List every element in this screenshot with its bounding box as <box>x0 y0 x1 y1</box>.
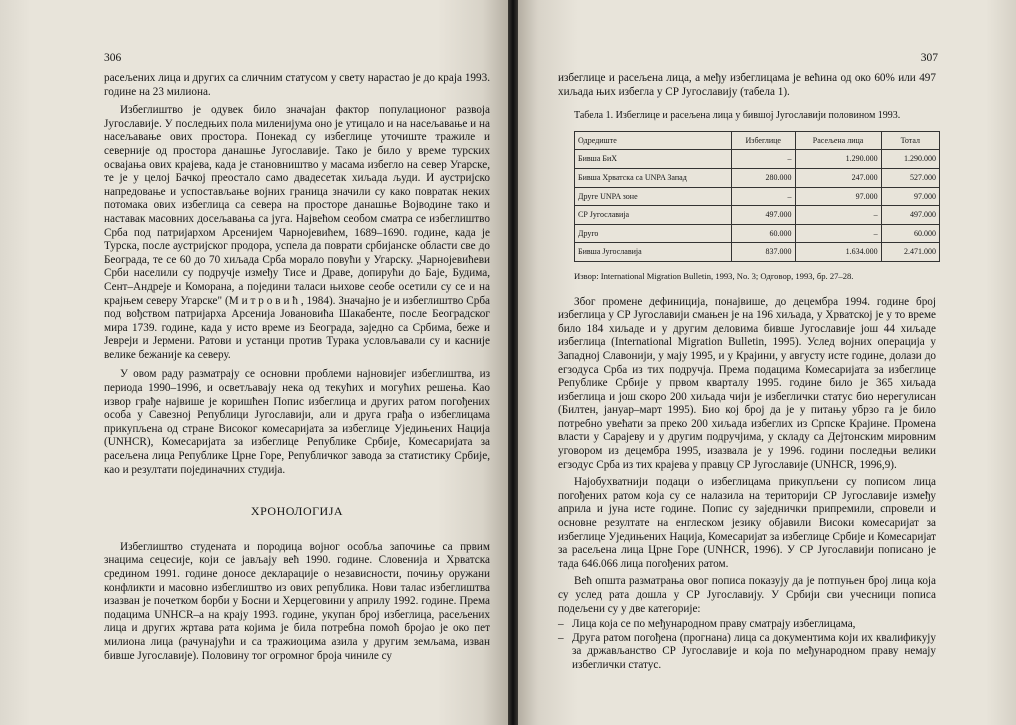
paragraph: Већ општа разматрања овог пописа показују да је потпуњен број лица која су услед рата дошла у СР Југославију. У Србији сви учесници пописа подељени су у две категорије: <box>558 575 936 615</box>
table-source: Извор: International Migration Bulletin, 1993, No. 3; Одговор, 1993, бр. 27–28. <box>574 270 854 281</box>
paragraph: Избеглиштво је одувек било значајан фактор популационог развоја Југославије. У последњих пола миленијума оно је утицало и на насељавање и на насељавање ових простора. Понекад су избеглице уточиште тражиле и северније од простора данашње Југославије. Тако је било у време турских освајања ових крајева, када је становништво у масама избегло на север Угарске, те је у целој Бачкој преостало само двадесетак хиљада људи. И аустријско напредовање и успостављање војних граница значили су како повратак неких потомака ових избеглица са севера на просторе данашње Војводине тако и наставак масовних досељавања са југа. Највећом сеобом сматра се избеглиштво Срба под патријархом Арсенијем Чарнојевићем, 1689–1690. године, када је Турска, после аустријског продора, успела да поврати србијанске области све до Београда, те се 60 до 70 хиљада Срба морало повући у Угарску. „Чарнојевићеви Срби населили су подручје између Тисе и Драве, допирући до Баје, Будима, Сент–Андреје и Коморана, а поједини таласи њихове сеобе осетили су се и на крајњем северу Угарске" (М и т р о в и ћ , 1984). Значајно је и избеглиштво Срба под вођством патријарха Арсенија Јовановића Шакабенте, после Београдског мира 1739. године, када у исто време из Београда, заједно са Србима, беже и Јевреји и Јермени. Ратови и устанци против Турака условљавали су и касније велике бежаније ка северу. <box>104 104 490 361</box>
table-caption: Табела 1. Избеглице и расељена лица у бившој Југославији половином 1993. <box>574 110 901 122</box>
table-cell: Бивша Југославија <box>575 243 732 262</box>
table-header-cell: Избеглице <box>732 131 796 150</box>
table-cell: 2.471.000 <box>881 243 939 262</box>
table-cell: 1.634.000 <box>795 243 881 262</box>
refugee-table <box>574 131 940 262</box>
table-cell: 497.000 <box>732 206 796 225</box>
table-cell: 97.000 <box>881 187 939 206</box>
page-number-right: 307 <box>920 52 938 64</box>
table-cell: СР Југославија <box>575 206 732 225</box>
table-cell: 247.000 <box>795 168 881 187</box>
list-item: – Друга ратом погођена (прогнана) лица са документима који их квалификују за држављанство СР Југославије и која по међународном праву немају избеглички статус. <box>558 631 936 671</box>
table-cell: 837.000 <box>732 243 796 262</box>
paragraph: У овом раду разматрају се основни проблеми најновијег избеглиштва, из периода 1990–1996, и осветљавају нека од текућих и могућих решења. Као извор грађе највише је коришћен Попис избеглица и других ратом погођених особа у Савезној Републици Југославији, али и друга грађа о избеглицама прикупљена од стране Високог комесаријата за избеглице Уједињених Нација (UNHCR), Комесаријата за избеглице Републике Србије, Комесаријата за расељена лица Републике Црне Горе, Републичког завода за статистику Србије, као и резултати појединачних студија. <box>104 368 490 476</box>
right-text-column <box>558 72 936 673</box>
paragraph: Због промене дефиниција, понајвише, до децембра 1994. године број избеглица у СР Југославији смањен је на 196 хиљада, у Хрватској је у то време било 184 хиљаде и у другим деловима бивше Југославије још 44 хиљаде избеглица (International Migration Bulletin, 1995). Услед војних операција у Западној Славонији, у мају 1995, и у Крајини, у августу исте године, долази до егзодуса Срба из тих подручја. Према подацима Комесаријата за избеглице Републике Србије у првом кварталу 1995. године било је 365 хиљада избеглица и још скоро 200 хиљада чији је избеглички статус био нерегулисан (Билтен, јануар–март 1995). Био кој број да је у питању убрзо га је било потребно увећати за преко 200 хиљада избеглих из Српске Крајине. Промена власти у Сарајеву и у другим подручјима, у складу са Дејтонским мировним уговором из децембра 1995, изазвала је у 1996. години последњи велики егзодус Срба из тих крајева у правцу СР Југославије (UNHCR, 1996,9). <box>558 295 936 471</box>
table-cell: 60.000 <box>732 224 796 243</box>
list-item: – Лица која се по међународном праву сматрају избеглицама, <box>558 618 856 631</box>
table-header-row <box>575 131 940 150</box>
table-cell: 280.000 <box>732 168 796 187</box>
table-cell: Друго <box>575 224 732 243</box>
page-number-left: 306 <box>104 52 122 64</box>
paragraph: избеглице и расељена лица, а међу избеглицама је већина од око 60% или 497 хиљада њих избегла у СР Југославију (табела 1). <box>558 72 936 98</box>
section-heading: ХРОНОЛОГИЈА <box>250 504 344 519</box>
table-header-cell: Расељена лица <box>795 131 881 150</box>
table-cell: 97.000 <box>795 187 881 206</box>
table-cell: – <box>732 187 796 206</box>
right-page <box>518 0 1016 725</box>
list-item-text: Лица која се по међународном праву сматрају избеглицама, <box>572 618 856 631</box>
table-cell: Друге UNPA зоне <box>575 187 732 206</box>
table-row <box>575 168 940 187</box>
table-header-cell: Одредиште <box>575 131 732 150</box>
table-cell: 1.290.000 <box>795 150 881 169</box>
table-row <box>575 206 940 225</box>
table-row <box>575 224 940 243</box>
paragraph: расељених лица и других са сличним статусом у свету нарастао је до краја 1993. године на 23 милиона. <box>104 72 490 98</box>
table-cell: – <box>732 150 796 169</box>
table-cell: 497.000 <box>881 206 939 225</box>
table-cell: 1.290.000 <box>881 150 939 169</box>
table-cell: Бивша Хрватска са UNPA Запад <box>575 168 732 187</box>
table-header-cell: Тотал <box>881 131 939 150</box>
table-row <box>575 243 940 262</box>
table-cell: Бивша БиХ <box>575 150 732 169</box>
table-cell: – <box>795 224 881 243</box>
table-cell: – <box>795 206 881 225</box>
left-text-column <box>104 72 490 663</box>
table-row <box>575 150 940 169</box>
book-gutter <box>508 0 518 725</box>
table-cell: 60.000 <box>881 224 939 243</box>
table-row <box>575 187 940 206</box>
table-cell: 527.000 <box>881 168 939 187</box>
paragraph: Најобухватнији подаци о избеглицама прикупљени су пописом лица погођених ратом која су се налазила на територији СР Југославије између априла и јуна исте године. Попис су заједнички припремили, спровели и основне резултате на енглеском језику објавили Високи комесаријат за избеглице Уједињених Нација, Комесаријат за избеглице Србије и Комесаријат за расељена лица Црне Горе (UNHCR, 1996). У СР Југославији пописано је тада 646.066 лица погођених ратом. <box>558 476 936 570</box>
list-item-text: Друга ратом погођена (прогнана) лица са документима који их квалификују за држављанство СР Југославије и која по међународном праву немају избеглички статус. <box>572 631 936 671</box>
paragraph: Избеглиштво студената и породица војног особља започиње са првим знацима сецесије, који се јављају већ 1990. године. Словенија и Хрватска средином 1991. године доносе декларације о независности, почињу оружани конфликти и масовно избеглиштво из ових република. Нови талас избеглиштва изазван је почетком борби у Босни и Херцеговини у априлу 1992. године. Према подацима UNHCR–а на крају 1993. године, укупан број избеглица, расељених лица и других жртава рата којима је била потребна помоћ бројао је око пет милиона лица (рачунајући и са тражиоцима азила у другим земљама, изван бивше Југославије). Половину тог огромног броја чиниле су <box>104 540 490 662</box>
